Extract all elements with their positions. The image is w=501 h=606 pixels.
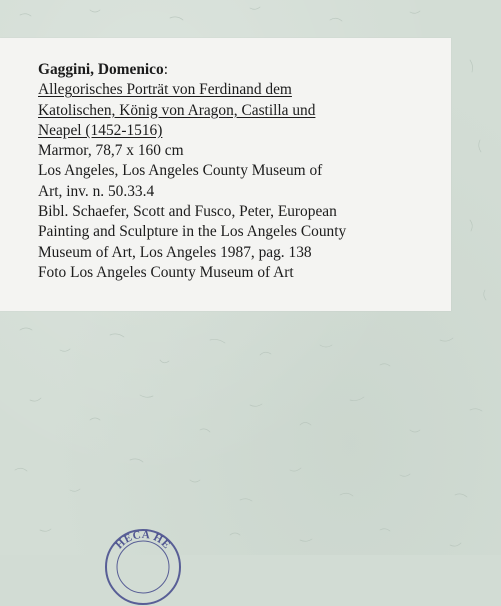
- svg-text:HECA HE: [113, 529, 172, 552]
- bibliography-line: Bibl. Schaefer, Scott and Fusco, Peter, European: [38, 203, 337, 221]
- photo-credit: Foto Los Angeles County Museum of Art: [38, 263, 294, 281]
- author-colon: :: [163, 61, 168, 78]
- material-dimensions: Marmor, 78,7 x 160 cm: [38, 142, 184, 160]
- catalog-entry: [38, 60, 438, 283]
- artwork-title-line: Neapel (1452-1516): [38, 121, 163, 139]
- author-name: Gaggini, Domenico: [38, 61, 164, 78]
- location-line: Los Angeles, Los Angeles County Museum of: [38, 162, 323, 180]
- stamp-text: HECA HE: [113, 528, 173, 552]
- bibliography-line: Painting and Sculpture in the Los Angeles County: [38, 223, 347, 241]
- catalog-label: [0, 38, 451, 311]
- artwork-title-line: Katolischen, König von Aragon, Castilla und: [38, 101, 316, 119]
- artwork-title-line: Allegorisches Porträt von Ferdinand dem: [38, 81, 292, 99]
- library-stamp: [104, 528, 182, 606]
- author-line: [38, 60, 438, 80]
- bibliography-line: Museum of Art, Los Angeles 1987, pag. 138: [38, 243, 312, 261]
- location-line: Art, inv. n. 50.33.4: [38, 182, 155, 200]
